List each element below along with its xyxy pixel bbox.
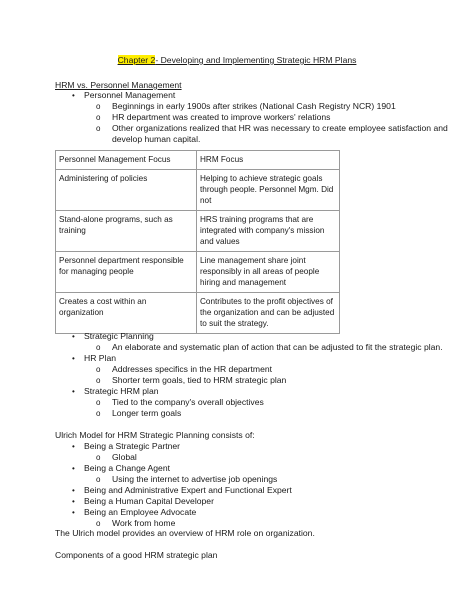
bullet-glyph: • [72, 442, 75, 451]
document-title [0, 55, 474, 67]
section-heading-hrm-vs-personnel: HRM vs. Personnel Management [55, 80, 182, 90]
comparison-table [55, 150, 340, 334]
sub-bullet-glyph: o [96, 398, 101, 407]
ulrich-sub-item: Global [112, 452, 137, 462]
sub-bullet-glyph: o [96, 365, 101, 374]
bullet-glyph: • [72, 486, 75, 495]
table-header-cell: HRM Focus [197, 151, 340, 170]
bullet-glyph: • [72, 387, 75, 396]
ulrich-summary: The Ulrich model provides an overview of HRM role on organization. [55, 528, 315, 538]
personnel-management-item: Personnel Management [84, 90, 176, 100]
table-cell: Contributes to the profit objectives of the organization and can be adjusted to suit the strategy. [197, 293, 340, 334]
hr-plan-item: HR Plan [84, 353, 116, 363]
sub-bullet-glyph: o [96, 475, 101, 484]
bullet-glyph: • [72, 508, 75, 517]
sub-bullet-glyph: o [96, 124, 101, 133]
bullet-glyph: • [72, 332, 75, 341]
sub-item-hr-department: HR department was created to improve workers' relations [112, 112, 331, 122]
table-cell: Administering of policies [56, 170, 197, 211]
sub-bullet-glyph: o [96, 376, 101, 385]
table-cell: Line management share joint responsibly in all areas of people hiring and management [197, 252, 340, 293]
table-cell: Stand-alone programs, such as training [56, 211, 197, 252]
ulrich-item: Being a Change Agent [84, 463, 171, 473]
table-row [56, 252, 340, 293]
bullet-glyph: • [72, 497, 75, 506]
table-cell: HRS training programs that are integrated with company's mission and values [197, 211, 340, 252]
components-heading: Components of a good HRM strategic plan [55, 550, 218, 560]
ulrich-item: Being and Administrative Expert and Functional Expert [84, 485, 292, 495]
ulrich-item: Being a Strategic Partner [84, 441, 181, 451]
ulrich-item: Being a Human Capital Developer [84, 496, 214, 506]
ulrich-sub-item: Work from home [112, 518, 176, 528]
ulrich-heading: Ulrich Model for HRM Strategic Planning consists of: [55, 430, 255, 440]
table-cell: Creates a cost within an organization [56, 293, 197, 334]
chapter-highlight: Chapter 2 [117, 55, 156, 65]
table-cell: Helping to achieve strategic goals through people. Personnel Mgm. Did not [197, 170, 340, 211]
bullet-glyph: • [72, 354, 75, 363]
bullet-glyph: • [72, 464, 75, 473]
sub-bullet-glyph: o [96, 343, 101, 352]
ulrich-sub-item: Using the internet to advertise job openings [112, 474, 278, 484]
sub-item-beginnings: Beginnings in early 1900s after strikes (National Cash Registry NCR) 1901 [112, 101, 396, 111]
sub-item-continuation: develop human capital. [112, 134, 201, 144]
strategic-hrm-sub: Tied to the company's overall objectives [112, 397, 264, 407]
table-header-row [56, 151, 340, 170]
strategic-planning-item: Strategic Planning [84, 331, 154, 341]
ulrich-item: Being an Employee Advocate [84, 507, 197, 517]
sub-bullet-glyph: o [96, 453, 101, 462]
sub-bullet-glyph: o [96, 113, 101, 122]
sub-bullet-glyph: o [96, 102, 101, 111]
table-row [56, 170, 340, 211]
table-header-cell: Personnel Management Focus [56, 151, 197, 170]
bullet-glyph: • [72, 91, 75, 100]
sub-item-other-organizations: Other organizations realized that HR was necessary to create employee satisfaction and [112, 123, 448, 133]
hr-plan-sub: Shorter term goals, tied to HRM strategic plan [112, 375, 287, 385]
sub-bullet-glyph: o [96, 409, 101, 418]
strategic-planning-sub: An elaborate and systematic plan of action that can be adjusted to fit the strategic plan. [112, 342, 443, 352]
hr-plan-sub: Addresses specifics in the HR department [112, 364, 273, 374]
table-row [56, 211, 340, 252]
sub-bullet-glyph: o [96, 519, 101, 528]
strategic-hrm-sub: Longer term goals [112, 408, 182, 418]
table-row [56, 293, 340, 334]
table-cell: Personnel department responsible for managing people [56, 252, 197, 293]
title-rest: - Developing and Implementing Strategic HRM Plans [155, 55, 357, 65]
strategic-hrm-plan-item: Strategic HRM plan [84, 386, 159, 396]
